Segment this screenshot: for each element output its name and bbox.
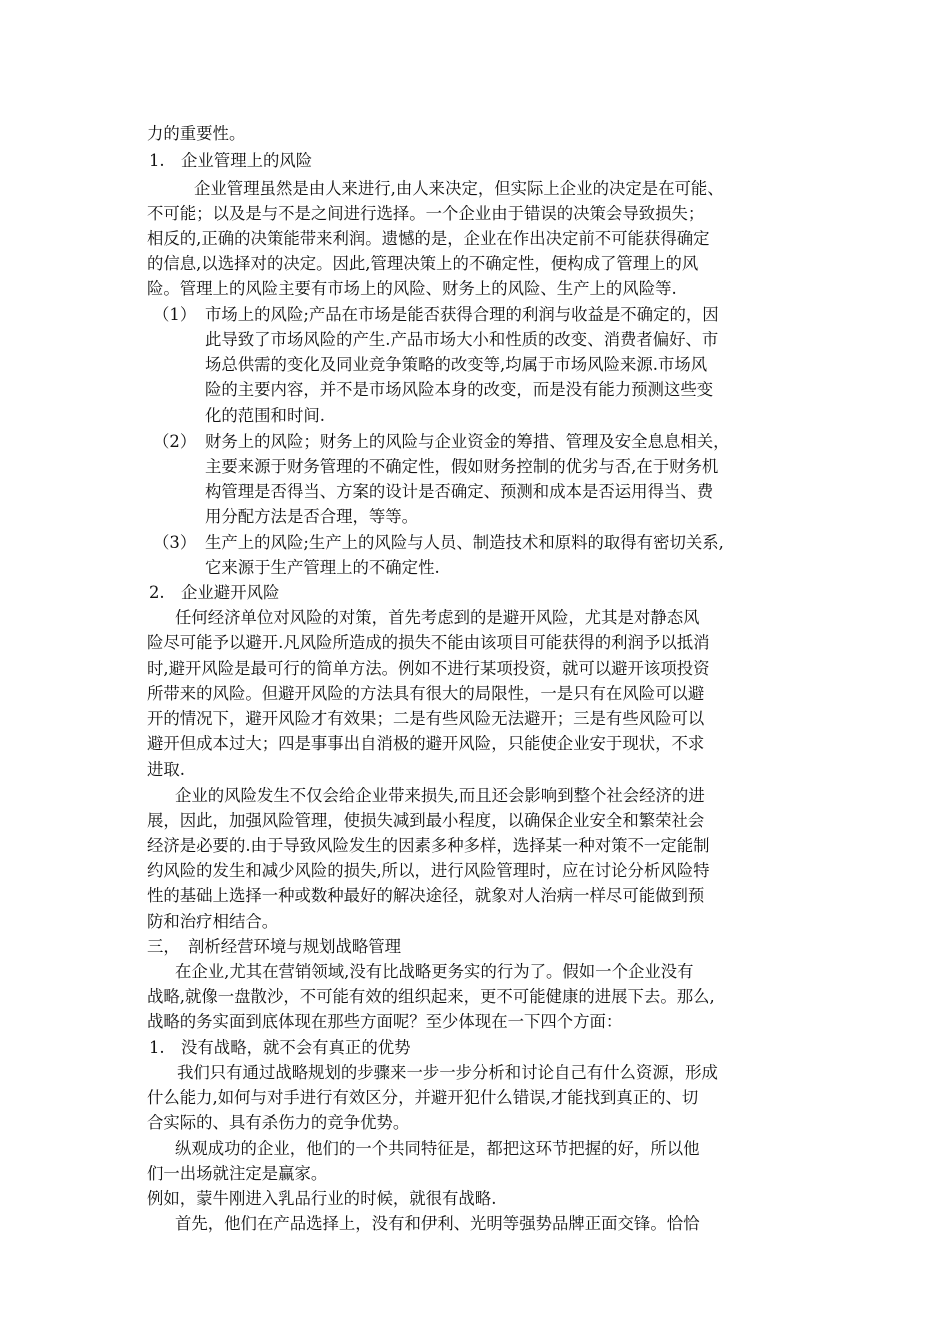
paragraph-line: 性的基础上选择一种或数种最好的解决途径，就象对人治病一样尽可能做到预 <box>147 886 705 905</box>
paragraph-line: 险。管理上的风险主要有市场上的风险、财务上的风险、生产上的风险等. <box>147 279 677 298</box>
list-item-text: 此导致了市场风险的产生.产品市场大小和性质的改变、消费者偏好、市 <box>205 330 719 349</box>
list-marker: （3） <box>153 533 197 552</box>
list-item-text: 市场上的风险;产品在市场是能否获得合理的利润与收益是不确定的，因 <box>205 305 719 324</box>
list-item-text: 场总供需的变化及同业竞争策略的改变等,均属于市场风险来源.市场风 <box>205 355 708 374</box>
paragraph-line: 战略的务实面到底体现在那些方面呢？至少体现在一下四个方面： <box>147 1012 623 1031</box>
paragraph-line: 所带来的风险。但避开风险的方法具有很大的局限性，一是只有在风险可以避 <box>147 684 705 703</box>
paragraph-line: 时,避开风险是最可行的简单方法。例如不进行某项投资，就可以避开该项投资 <box>147 659 710 678</box>
paragraph-line: 首先，他们在产品选择上，没有和伊利、光明等强势品牌正面交锋。恰恰 <box>175 1214 700 1233</box>
paragraph-line: 险尽可能予以避开.凡风险所造成的损失不能由该项目可能获得的利润予以抵消 <box>147 633 710 652</box>
paragraph-line: 相反的,正确的决策能带来利润。遗憾的是，企业在作出决定前不可能获得确定 <box>147 229 710 248</box>
list-item-text: 它来源于生产管理上的不确定性. <box>205 558 440 577</box>
paragraph-line: 开的情况下，避开风险才有效果；二是有些风险无法避开；三是有些风险可以 <box>147 709 705 728</box>
paragraph-line: 纵观成功的企业，他们的一个共同特征是，都把这环节把握的好，所以他 <box>175 1139 700 1158</box>
paragraph-line: 我们只有通过战略规划的步骤来一步一步分析和讨论自己有什么资源，形成 <box>177 1063 718 1082</box>
list-item-text: 主要来源于财务管理的不确定性，假如财务控制的优劣与否,在于财务机 <box>205 457 719 476</box>
paragraph-line: 防和治疗相结合。 <box>147 912 279 931</box>
paragraph-line: 例如，蒙牛刚进入乳品行业的时候，就很有战略. <box>147 1189 497 1208</box>
paragraph-line: 的信息,以选择对的决定。因此,管理决策上的不确定性，便构成了管理上的风 <box>147 254 699 273</box>
paragraph-line: 任何经济单位对风险的对策，首先考虑到的是避开风险，尤其是对静态风 <box>175 608 700 627</box>
section-heading: 1. 企业管理上的风险 <box>149 151 313 170</box>
paragraph-line: 企业管理虽然是由人来进行,由人来决定，但实际上企业的决定是在可能、 <box>194 179 724 198</box>
paragraph-line: 什么能力,如何与对手进行有效区分，并避开犯什么错误,才能找到真正的、切 <box>147 1088 699 1107</box>
list-item-text: 生产上的风险;生产上的风险与人员、制造技术和原料的取得有密切关系, <box>205 533 724 552</box>
list-item-text: 险的主要内容，并不是市场风险本身的改变，而是没有能力预测这些变 <box>205 380 714 399</box>
section-heading: 2. 企业避开风险 <box>149 583 280 602</box>
paragraph-line: 不可能；以及是与不是之间进行选择。一个企业由于错误的决策会导致损失； <box>147 204 705 223</box>
paragraph-line: 约风险的发生和减少风险的损失,所以，进行风险管理时，应在讨论分析风险特 <box>147 861 710 880</box>
list-marker: （2） <box>153 432 197 451</box>
paragraph-line: 经济是必要的.由于导致风险发生的因素多种多样，选择某一种对策不一定能制 <box>147 836 710 855</box>
paragraph-line: 避开但成本过大；四是事事出自消极的避开风险，只能使企业安于现状，不求 <box>147 734 705 753</box>
paragraph-line: 战略,就像一盘散沙，不可能有效的组织起来，更不可能健康的进展下去。那么, <box>147 987 715 1006</box>
paragraph-line: 企业的风险发生不仅会给企业带来损失,而且还会影响到整个社会经济的进 <box>175 786 705 805</box>
list-marker: （1） <box>153 305 197 324</box>
paragraph-line: 们一出场就注定是赢家。 <box>147 1164 328 1183</box>
paragraph-line: 在企业,尤其在营销领域,没有比战略更务实的行为了。假如一个企业没有 <box>175 962 694 981</box>
list-item-text: 用分配方法是否合理，等等。 <box>205 507 419 526</box>
list-item-text: 化的范围和时间. <box>205 406 325 425</box>
list-item-text: 构管理是否得当、方案的设计是否确定、预测和成本是否运用得当、费 <box>205 482 714 501</box>
paragraph-line: 力的重要性。 <box>147 124 246 143</box>
paragraph-line: 展，因此，加强风险管理，使损失减到最小程度，以确保企业安全和繁荣社会 <box>147 811 705 830</box>
section-heading: 1. 没有战略，就不会有真正的优势 <box>149 1038 411 1057</box>
chapter-heading: 三， 剖析经营环境与规划战略管理 <box>147 937 402 956</box>
list-item-text: 财务上的风险；财务上的风险与企业资金的筹措、管理及安全息息相关， <box>205 432 730 451</box>
paragraph-line: 合实际的、具有杀伤力的竞争优势。 <box>147 1113 410 1132</box>
paragraph-line: 进取. <box>147 760 185 779</box>
